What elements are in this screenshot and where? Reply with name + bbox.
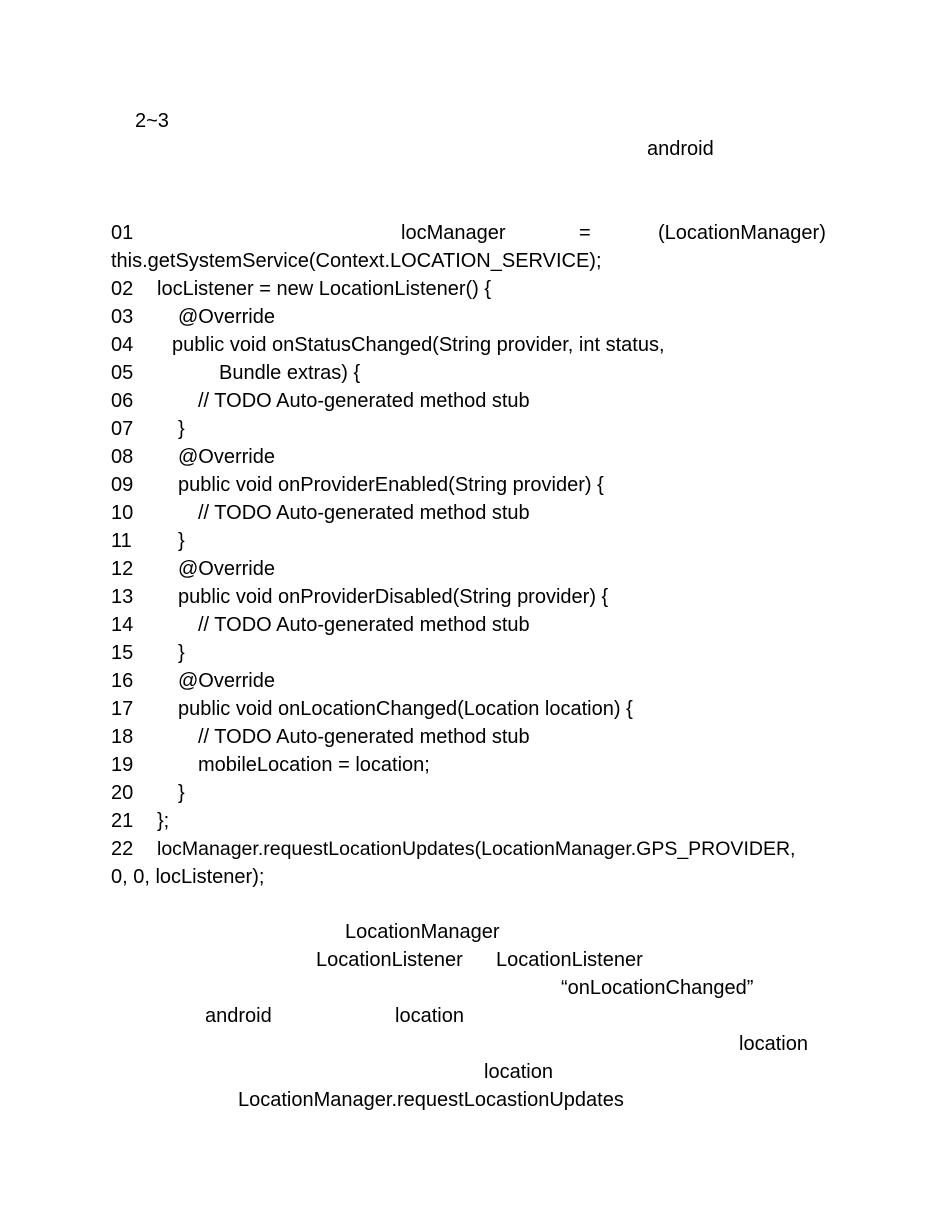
line-number: 01 bbox=[111, 222, 134, 244]
code-line: this.getSystemService(Context.LOCATION_SERVICE); bbox=[111, 250, 602, 272]
line-number: 22 bbox=[111, 838, 134, 860]
line-number: 08 bbox=[111, 446, 134, 468]
explanation-term: location bbox=[484, 1061, 553, 1083]
code-line: locListener = new LocationListener() { bbox=[157, 278, 492, 300]
code-line: mobileLocation = location; bbox=[198, 754, 430, 776]
code-line: @Override bbox=[178, 670, 275, 692]
line-number: 07 bbox=[111, 418, 134, 440]
line-number: 20 bbox=[111, 782, 134, 804]
intro-text-2-3: 2~3 bbox=[135, 110, 169, 132]
line-number: 04 bbox=[111, 334, 134, 356]
code-line: public void onProviderDisabled(String provider) { bbox=[178, 586, 609, 608]
code-line: locManager.requestLocationUpdates(LocationManager.GPS_PROVIDER, bbox=[157, 838, 796, 860]
code-line: } bbox=[178, 418, 185, 440]
line-number: 18 bbox=[111, 726, 134, 748]
line-number: 21 bbox=[111, 810, 134, 832]
code-line: } bbox=[178, 642, 185, 664]
explanation-term: LocationManager bbox=[345, 921, 500, 943]
line-number: 02 bbox=[111, 278, 134, 300]
line-number: 19 bbox=[111, 754, 134, 776]
code-line: public void onProviderEnabled(String provider) { bbox=[178, 474, 604, 496]
code-line: @Override bbox=[178, 306, 275, 328]
code-line: } bbox=[178, 782, 185, 804]
explanation-term: location bbox=[739, 1033, 808, 1055]
code-line: Bundle extras) { bbox=[219, 362, 361, 384]
line-number: 06 bbox=[111, 390, 134, 412]
code-line: public void onStatusChanged(String provider, int status, bbox=[172, 334, 665, 356]
explanation-term: LocationListener bbox=[496, 949, 643, 971]
line-number: 17 bbox=[111, 698, 134, 720]
code-token: locManager bbox=[401, 222, 506, 244]
line-number: 09 bbox=[111, 474, 134, 496]
line-number: 10 bbox=[111, 502, 134, 524]
line-number: 13 bbox=[111, 586, 134, 608]
explanation-term: LocationListener bbox=[316, 949, 463, 971]
code-line: // TODO Auto-generated method stub bbox=[198, 614, 530, 636]
code-line: // TODO Auto-generated method stub bbox=[198, 502, 530, 524]
explanation-term: LocationManager.requestLocastionUpdates bbox=[238, 1089, 624, 1111]
code-line: public void onLocationChanged(Location location) { bbox=[178, 698, 633, 720]
line-number: 11 bbox=[111, 530, 132, 552]
code-line: 0, 0, locListener); bbox=[111, 866, 265, 888]
line-number: 15 bbox=[111, 642, 134, 664]
code-token: (LocationManager) bbox=[658, 222, 826, 244]
code-line: @Override bbox=[178, 446, 275, 468]
intro-text-android: android bbox=[647, 138, 714, 160]
line-number: 03 bbox=[111, 306, 134, 328]
code-line: } bbox=[178, 530, 185, 552]
line-number: 12 bbox=[111, 558, 134, 580]
code-line: // TODO Auto-generated method stub bbox=[198, 726, 530, 748]
line-number: 14 bbox=[111, 614, 134, 636]
explanation-term: “onLocationChanged” bbox=[561, 977, 754, 999]
line-number: 16 bbox=[111, 670, 134, 692]
code-token: = bbox=[579, 222, 591, 244]
explanation-term: android bbox=[205, 1005, 272, 1027]
explanation-term: location bbox=[395, 1005, 464, 1027]
code-line: @Override bbox=[178, 558, 275, 580]
code-line: // TODO Auto-generated method stub bbox=[198, 390, 530, 412]
line-number: 05 bbox=[111, 362, 134, 384]
code-line: }; bbox=[157, 810, 170, 832]
